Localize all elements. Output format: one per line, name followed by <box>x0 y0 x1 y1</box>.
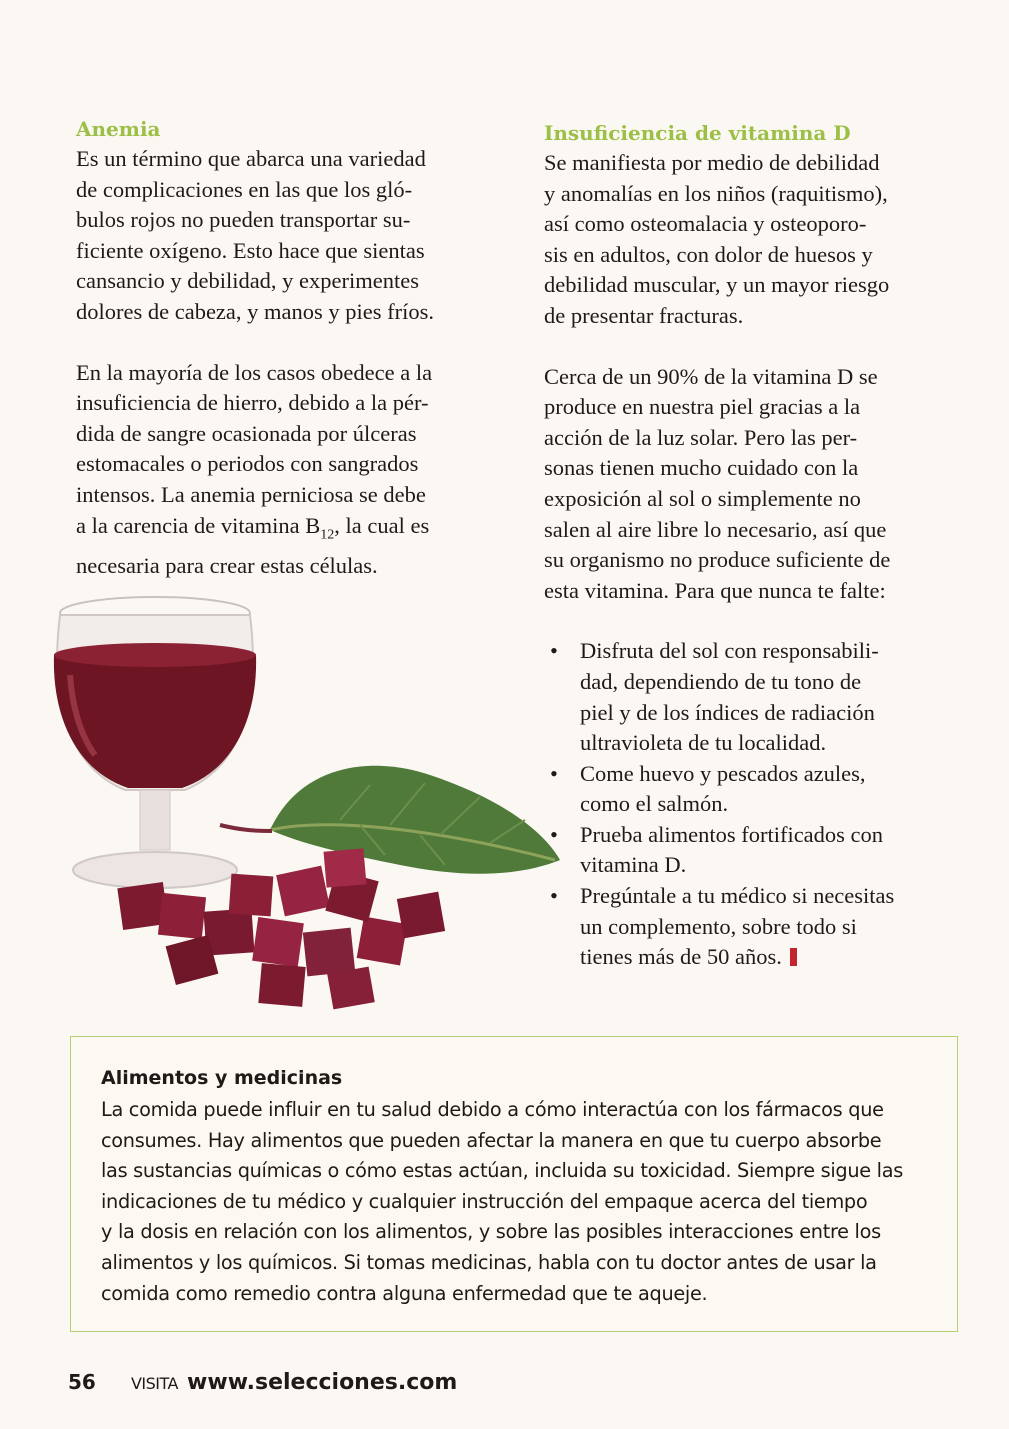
vitamin-b12-subscript: 12 <box>320 527 335 543</box>
food-medicine-sidebar <box>70 1036 958 1332</box>
list-item <box>544 759 964 820</box>
juice-glass-icon <box>54 597 256 888</box>
anemia-heading: Anemia <box>76 117 161 141</box>
list-item-text: Come huevo y pescados azules, como el salmón. <box>580 760 866 817</box>
page-number: 56 <box>68 1370 96 1394</box>
end-of-article-mark-icon <box>790 948 797 966</box>
list-item <box>544 881 964 973</box>
bullet-icon: • <box>550 638 558 664</box>
anemia-paragraph-2 <box>76 358 506 582</box>
list-item <box>544 636 964 758</box>
bullet-icon: • <box>550 760 558 786</box>
anemia-paragraph-2-end: , la cual es necesaria para crear estas células. <box>76 512 430 578</box>
beet-leaf-icon <box>220 766 560 874</box>
bullet-icon: • <box>550 821 558 847</box>
sidebar-title: Alimentos y medicinas <box>101 1067 343 1089</box>
vitamin-d-paragraph-2: Cerca de un 90% de la vitamina D se produce en nuestra piel gracias a la acción de la luz solar. Pero las per- sonas tienen mucho cuidado con la exposición al sol o simplemente no salen al aire libre lo necesario, así que su organismo no produce suficiente de esta vitamina. Para que nunca te falte: <box>544 363 891 603</box>
vitamin-d-tips-list <box>544 636 964 973</box>
bullet-icon: • <box>550 883 558 909</box>
anemia-paragraph-1: Es un término que abarca una variedad de complicaciones en las que los gló- bulos rojos no pueden transportar su- ficiente oxígeno. Esto hace que sientas cansancio y debilidad, y experimentes dolores de cabeza, y manos y pies fríos. <box>76 146 435 324</box>
beet-juice-illustration <box>40 585 570 1025</box>
list-item-text: Prueba alimentos fortificados con vitamina D. <box>580 821 884 878</box>
list-item-text: Disfruta del sol con responsabili- dad, dependiendo de tu tono de piel y de los índices de radiación ultravioleta de tu localidad. <box>580 638 879 756</box>
vitamin-d-section <box>544 118 964 973</box>
anemia-section <box>76 114 506 581</box>
list-item-text: Pregúntale a tu médico si necesitas un complemento, sobre todo si tienes más de 50 años. <box>580 883 895 970</box>
anemia-paragraph-2-text: En la mayoría de los casos obedece a la insuficiencia de hierro, debido a la pér- dida de sangre ocasionada por úlceras estomacales o periodos con sangrados intensos. La anemia perniciosa se debe a la carencia de vitamina B <box>76 359 433 538</box>
website-url: www.selecciones.com <box>187 1370 458 1395</box>
page-footer <box>68 1370 457 1395</box>
sidebar-body: La comida puede influir en tu salud debido a cómo interactúa con los fármacos que consumes. Hay alimentos que pueden afectar la manera en que tu cuerpo absorbe las sustancias químicas o cómo estas actúan, incluida su toxicidad. Siempre sigue las indicaciones de tu médico y cualquier instrucción del empaque acerca del tiempo y la dosis en relación con los alimentos, y sobre las posibles interacciones entre los alimentos y los químicos. Si tomas medicinas, habla con tu doctor antes de usar la comida como remedio contra alguna enfermedad que te aqueje. <box>101 1098 904 1305</box>
list-item <box>544 820 964 881</box>
vitamin-d-heading: Insuficiencia de vitamina D <box>544 121 851 145</box>
visit-label: VISITA <box>130 1374 178 1393</box>
vitamin-d-paragraph-1: Se manifiesta por medio de debilidad y anomalías en los niños (raquitismo), así como osteomalacia y osteoporo- sis en adultos, con dolor de huesos y debilidad muscular, y un mayor riesgo de presentar fracturas. <box>544 150 890 328</box>
